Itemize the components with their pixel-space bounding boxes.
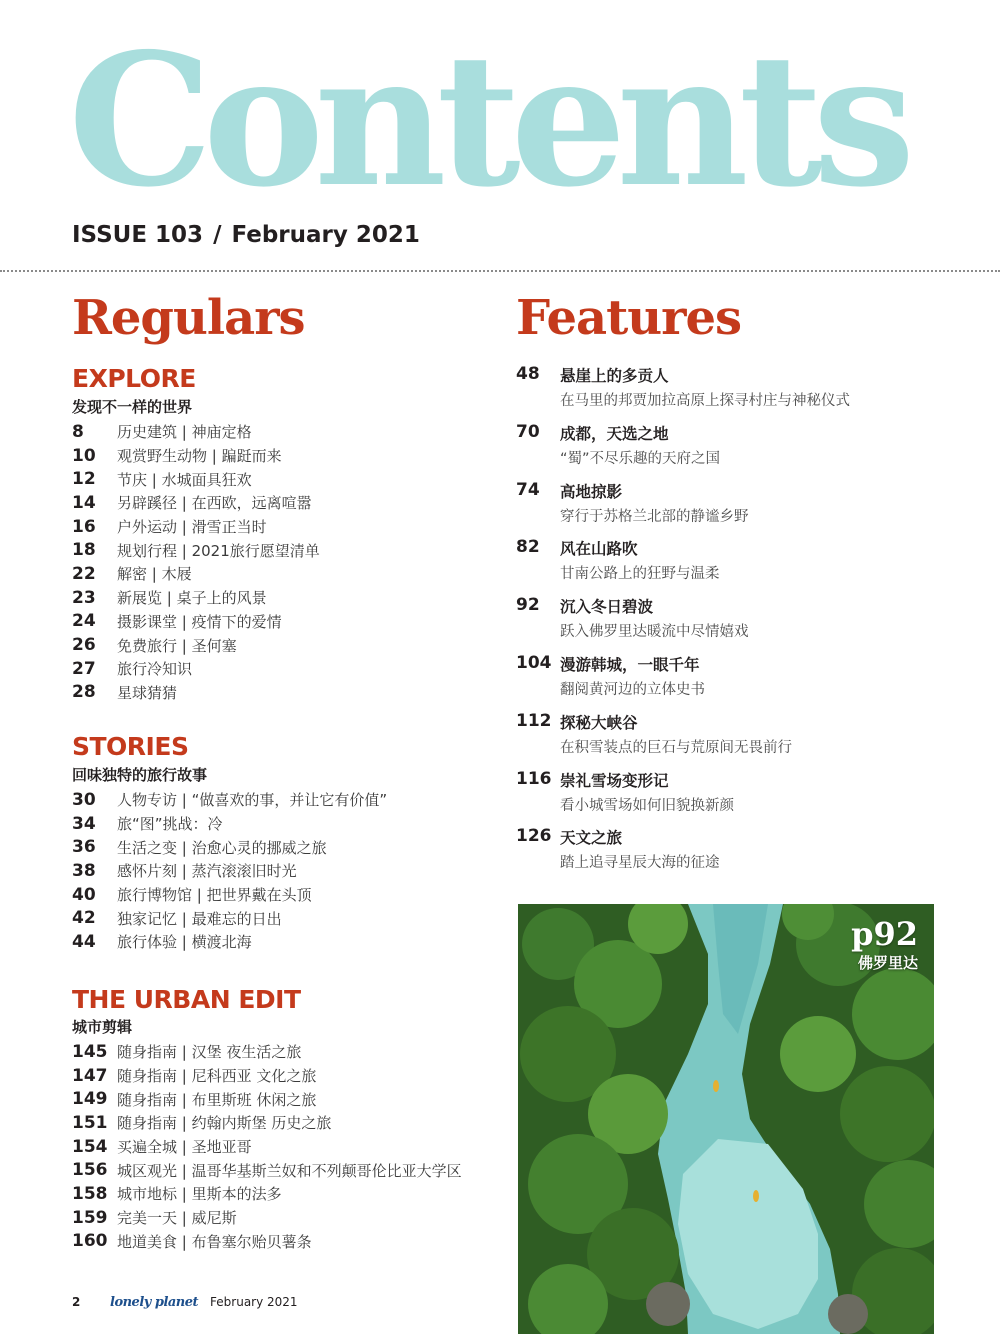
toc-title: 旅“图”挑战：冷 [117,815,223,834]
feature-subtitle: 甘南公路上的狂野与温柔 [560,566,720,583]
photo-place: 佛罗里达 [857,954,918,972]
toc-page: 36 [72,837,96,858]
toc-row[interactable] [72,444,512,468]
toc-row[interactable] [72,930,512,954]
feature-title: 风在山路吹 [560,540,638,559]
toc-page: 156 [72,1160,108,1181]
feature-subtitle: “蜀”不尽乐趣的天府之国 [560,450,721,467]
toc-page: 149 [72,1089,108,1110]
toc-title: 解密 | 木屐 [117,565,192,584]
feature-row[interactable] [516,420,946,478]
feature-title: 沉入冬日碧波 [560,598,654,617]
toc-title: 生活之变 | 治愈心灵的挪威之旅 [117,838,327,857]
toc-title: 完美一天 | 威尼斯 [117,1209,237,1228]
toc-title: 随身指南 | 尼科西亚 文化之旅 [117,1067,317,1086]
toc-title: 随身指南 | 汉堡 夜生活之旅 [117,1043,302,1062]
toc-title: 观赏野生动物 | 蹁跹而来 [117,447,282,466]
toc-title: 独家记忆 | 最难忘的日出 [117,909,282,928]
toc-row[interactable] [72,1206,512,1230]
toc-row[interactable] [72,467,512,491]
issue-separator: / [213,222,222,248]
feature-row[interactable] [516,709,946,767]
toc-title: 摄影课堂 | 疫情下的爱情 [117,612,282,631]
toc-row[interactable] [72,1111,512,1135]
toc-page: 22 [72,563,96,584]
toc-row[interactable] [72,812,512,836]
toc-row[interactable] [72,859,512,883]
toc-row[interactable] [72,420,512,444]
feature-page: 48 [516,364,540,384]
photo-caption [851,916,918,973]
stories-subtitle: 回味独特的旅行故事 [72,766,208,784]
issue-line [72,222,420,248]
toc-page: 145 [72,1041,108,1062]
dotted-divider [0,270,1000,272]
toc-title: 随身指南 | 布里斯班 休闲之旅 [117,1090,317,1109]
urban-edit-subtitle: 城市剪辑 [72,1018,133,1036]
toc-title: 新展览 | 桌子上的风景 [117,589,267,608]
feature-title: 崇礼雪场变形记 [560,771,669,790]
toc-title: 旅行冷知识 [117,660,193,679]
toc-row[interactable] [72,1158,512,1182]
feature-title: 成都，天选之地 [560,424,669,443]
toc-title: 规划行程 | 2021旅行愿望清单 [117,541,320,560]
feature-row[interactable] [516,651,946,709]
toc-title: 历史建筑 | 神庙定格 [117,423,252,442]
feature-subtitle: 看小城雪场如何旧貌换新颜 [560,797,734,814]
feature-page: 126 [516,826,552,847]
explore-heading: EXPLORE [72,364,196,393]
stories-list [72,788,512,954]
toc-page: 18 [72,540,96,561]
toc-title: 城市地标 | 里斯本的法多 [117,1185,282,1204]
toc-page: 160 [72,1231,108,1252]
toc-title: 旅行体验 | 横渡北海 [117,933,252,952]
toc-row[interactable] [72,788,512,812]
toc-title: 户外运动 | 滑雪正当时 [117,518,267,537]
toc-page: 8 [72,421,84,442]
feature-page: 112 [516,710,552,731]
toc-title: 城区观光 | 温哥华基斯兰奴和不列颠哥伦比亚大学区 [117,1161,462,1180]
feature-page: 104 [516,652,552,673]
toc-page: 10 [72,445,96,466]
feature-row[interactable] [516,767,946,825]
toc-title: 另辟蹊径 | 在西欧，远离喧嚣 [117,494,312,513]
toc-page: 38 [72,860,96,881]
toc-page: 158 [72,1183,108,1204]
feature-page: 74 [516,479,540,500]
features-heading: Features [516,290,742,346]
toc-page: 42 [72,908,96,929]
toc-page: 159 [72,1207,108,1228]
toc-page: 44 [72,931,96,952]
toc-title: 人物专访 | “做喜欢的事，并让它有价值” [117,791,388,810]
explore-subtitle: 发现不一样的世界 [72,398,193,416]
lagoon-photo[interactable] [518,904,934,1334]
feature-title: 天文之旅 [560,829,623,848]
toc-page: 34 [72,813,96,834]
toc-row[interactable] [72,1230,512,1254]
photo-page-number: p92 [851,915,918,953]
feature-title: 探秘大峡谷 [560,713,638,732]
toc-title: 买遍全城 | 圣地亚哥 [117,1138,252,1157]
feature-page: 70 [516,421,540,442]
explore-list [72,420,512,704]
toc-page: 14 [72,492,96,513]
feature-title: 高地掠影 [560,482,623,501]
masthead [68,30,938,210]
toc-row[interactable] [72,562,512,586]
lonely-planet-logo: lonely planet [110,1294,199,1310]
features-list [516,362,946,882]
stories-heading: STORIES [72,732,189,761]
feature-row[interactable] [516,478,946,536]
toc-page: 151 [72,1112,108,1133]
feature-row[interactable] [516,593,946,651]
page-footer [72,1293,298,1311]
toc-title: 免费旅行 | 圣何塞 [117,636,237,655]
toc-page: 12 [72,469,96,490]
toc-page: 30 [72,789,96,810]
toc-page: 154 [72,1136,108,1157]
feature-subtitle: 翻阅黄河边的立体史书 [560,681,705,698]
toc-row[interactable] [72,515,512,539]
toc-page: 27 [72,658,96,679]
feature-page: 82 [516,537,540,558]
footer-page-number: 2 [72,1295,81,1309]
toc-row[interactable] [72,1064,512,1088]
toc-row[interactable] [72,1135,512,1159]
feature-title: 悬崖上的多贡人 [560,367,669,385]
toc-page: 16 [72,516,96,537]
toc-row[interactable] [72,657,512,681]
toc-title: 星球猜猜 [117,683,178,702]
toc-page: 24 [72,611,96,632]
toc-row[interactable] [72,906,512,930]
toc-row[interactable] [72,538,512,562]
toc-title: 地道美食 | 布鲁塞尔贻贝薯条 [117,1232,312,1251]
toc-row[interactable] [72,1040,512,1064]
toc-title: 随身指南 | 约翰内斯堡 历史之旅 [117,1114,332,1133]
issue-number: ISSUE 103 [72,222,204,248]
feature-subtitle: 在马里的邦贾加拉高原上探寻村庄与神秘仪式 [560,393,850,409]
toc-row[interactable] [72,491,512,515]
feature-subtitle: 踏上追寻星辰大海的征途 [560,855,720,872]
toc-row[interactable] [72,681,512,705]
urban-edit-list [72,1040,512,1253]
toc-title: 感怀片刻 | 蒸汽滚滚旧时光 [117,862,297,881]
feature-row[interactable] [516,535,946,593]
feature-subtitle: 在积雪装点的巨石与荒原间无畏前行 [560,739,792,756]
feature-page: 92 [516,595,540,616]
toc-title: 旅行博物馆 | 把世界戴在头顶 [117,886,312,905]
toc-page: 40 [72,884,96,905]
feature-subtitle: 穿行于苏格兰北部的静谧乡野 [560,508,749,525]
toc-row[interactable] [72,1087,512,1111]
feature-row[interactable] [516,362,946,420]
masthead-title: Contents [68,30,906,210]
footer-date: February 2021 [210,1295,298,1309]
feature-row[interactable] [516,824,946,882]
toc-row[interactable] [72,883,512,907]
toc-page: 23 [72,587,96,608]
issue-date: February 2021 [231,222,420,248]
toc-row[interactable] [72,1182,512,1206]
toc-row[interactable] [72,633,512,657]
toc-row[interactable] [72,586,512,610]
toc-row[interactable] [72,610,512,634]
regulars-heading: Regulars [72,290,305,346]
toc-page: 26 [72,635,96,656]
toc-title: 节庆 | 水城面具狂欢 [117,470,252,489]
urban-edit-heading: THE URBAN EDIT [72,985,301,1014]
feature-subtitle: 跃入佛罗里达暖流中尽情嬉戏 [560,624,749,641]
feature-title: 漫游韩城，一眼千年 [560,655,700,674]
toc-page: 147 [72,1065,108,1086]
toc-row[interactable] [72,835,512,859]
toc-page: 28 [72,682,96,703]
feature-page: 116 [516,768,552,789]
